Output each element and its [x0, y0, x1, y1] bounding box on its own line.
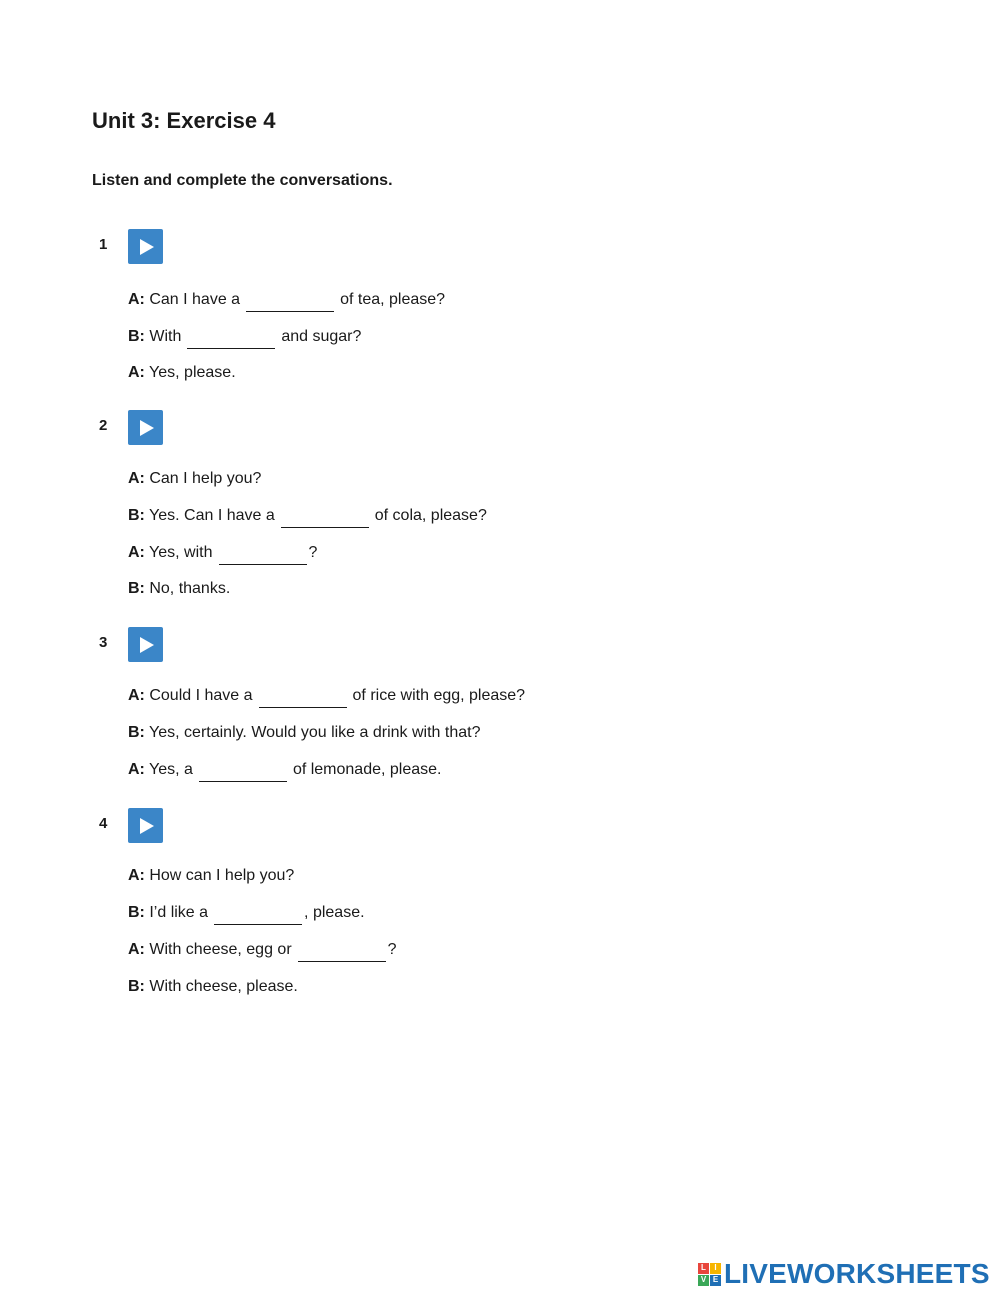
dialogue-line — [128, 469, 261, 489]
line-text: With cheese, egg or — [149, 941, 292, 958]
play-icon — [137, 238, 155, 256]
speaker-label: A: — [128, 291, 145, 308]
answer-blank[interactable] — [259, 691, 347, 708]
instruction: Listen and complete the conversations. — [92, 172, 393, 189]
exercise-number: 1 — [99, 236, 108, 253]
dialogue-line — [128, 866, 294, 886]
line-text: of tea, please? — [340, 291, 446, 308]
line-text: Could I have a — [149, 687, 253, 704]
speaker-label: A: — [128, 544, 145, 561]
line-text: ? — [308, 544, 318, 561]
line-text: With — [149, 328, 182, 345]
line-text: of rice with egg, please? — [352, 687, 526, 704]
answer-blank[interactable] — [281, 511, 369, 528]
line-text: Yes, a — [149, 761, 193, 778]
answer-blank[interactable] — [298, 945, 386, 962]
line-text: Can I help you? — [149, 470, 262, 487]
dialogue-line — [128, 579, 230, 599]
logo-tile: L — [698, 1263, 709, 1274]
logo-tile: E — [710, 1275, 721, 1286]
play-icon — [137, 817, 155, 835]
play-audio-button[interactable] — [128, 808, 163, 843]
speaker-label: A: — [128, 761, 145, 778]
line-text: Can I have a — [149, 291, 241, 308]
speaker-label: B: — [128, 978, 145, 995]
exercise-number: 3 — [99, 634, 108, 651]
page-title: Unit 3: Exercise 4 — [92, 108, 276, 133]
dialogue-line — [128, 903, 365, 925]
dialogue-line — [128, 977, 298, 997]
play-audio-button[interactable] — [128, 229, 163, 264]
answer-blank[interactable] — [214, 908, 302, 925]
speaker-label: B: — [128, 904, 145, 921]
answer-blank[interactable] — [219, 548, 307, 565]
answer-blank[interactable] — [199, 765, 287, 782]
line-text: I’d like a — [149, 904, 209, 921]
line-text: ? — [387, 941, 397, 958]
line-text: , please. — [304, 904, 365, 921]
dialogue-line — [128, 506, 487, 528]
line-text: With cheese, please. — [149, 978, 298, 995]
speaker-label: B: — [128, 580, 145, 597]
speaker-label: A: — [128, 470, 145, 487]
speaker-label: B: — [128, 328, 145, 345]
exercise-number: 2 — [99, 417, 108, 434]
play-icon — [137, 419, 155, 437]
dialogue-line — [128, 686, 525, 708]
line-text: Yes, certainly. Would you like a drink with that? — [149, 724, 481, 741]
line-text: No, thanks. — [149, 580, 231, 597]
speaker-label: B: — [128, 507, 145, 524]
answer-blank[interactable] — [187, 332, 275, 349]
line-text: Yes, please. — [149, 364, 236, 381]
logo-wordmark: LIVEWORKSHEETS — [724, 1258, 990, 1289]
exercise-number: 4 — [99, 815, 108, 832]
dialogue-line — [128, 290, 445, 312]
dialogue-line — [128, 363, 236, 383]
speaker-label: A: — [128, 867, 145, 884]
dialogue-line — [128, 760, 441, 782]
line-text: and sugar? — [281, 328, 362, 345]
line-text: of lemonade, please. — [292, 761, 442, 778]
dialogue-line — [128, 327, 361, 349]
speaker-label: A: — [128, 364, 145, 381]
speaker-label: B: — [128, 724, 145, 741]
speaker-label: A: — [128, 941, 145, 958]
line-text: of cola, please? — [374, 507, 487, 524]
dialogue-line — [128, 543, 317, 565]
answer-blank[interactable] — [246, 295, 334, 312]
speaker-label: A: — [128, 687, 145, 704]
line-text: Yes. Can I have a — [149, 507, 275, 524]
liveworksheets-logo — [698, 1258, 990, 1290]
dialogue-line — [128, 723, 480, 743]
play-audio-button[interactable] — [128, 627, 163, 662]
logo-tile: V — [698, 1275, 709, 1286]
play-audio-button[interactable] — [128, 410, 163, 445]
logo-icon — [698, 1263, 721, 1286]
logo-tile: I — [710, 1263, 721, 1274]
line-text: How can I help you? — [149, 867, 295, 884]
play-icon — [137, 636, 155, 654]
line-text: Yes, with — [149, 544, 213, 561]
dialogue-line — [128, 940, 397, 962]
